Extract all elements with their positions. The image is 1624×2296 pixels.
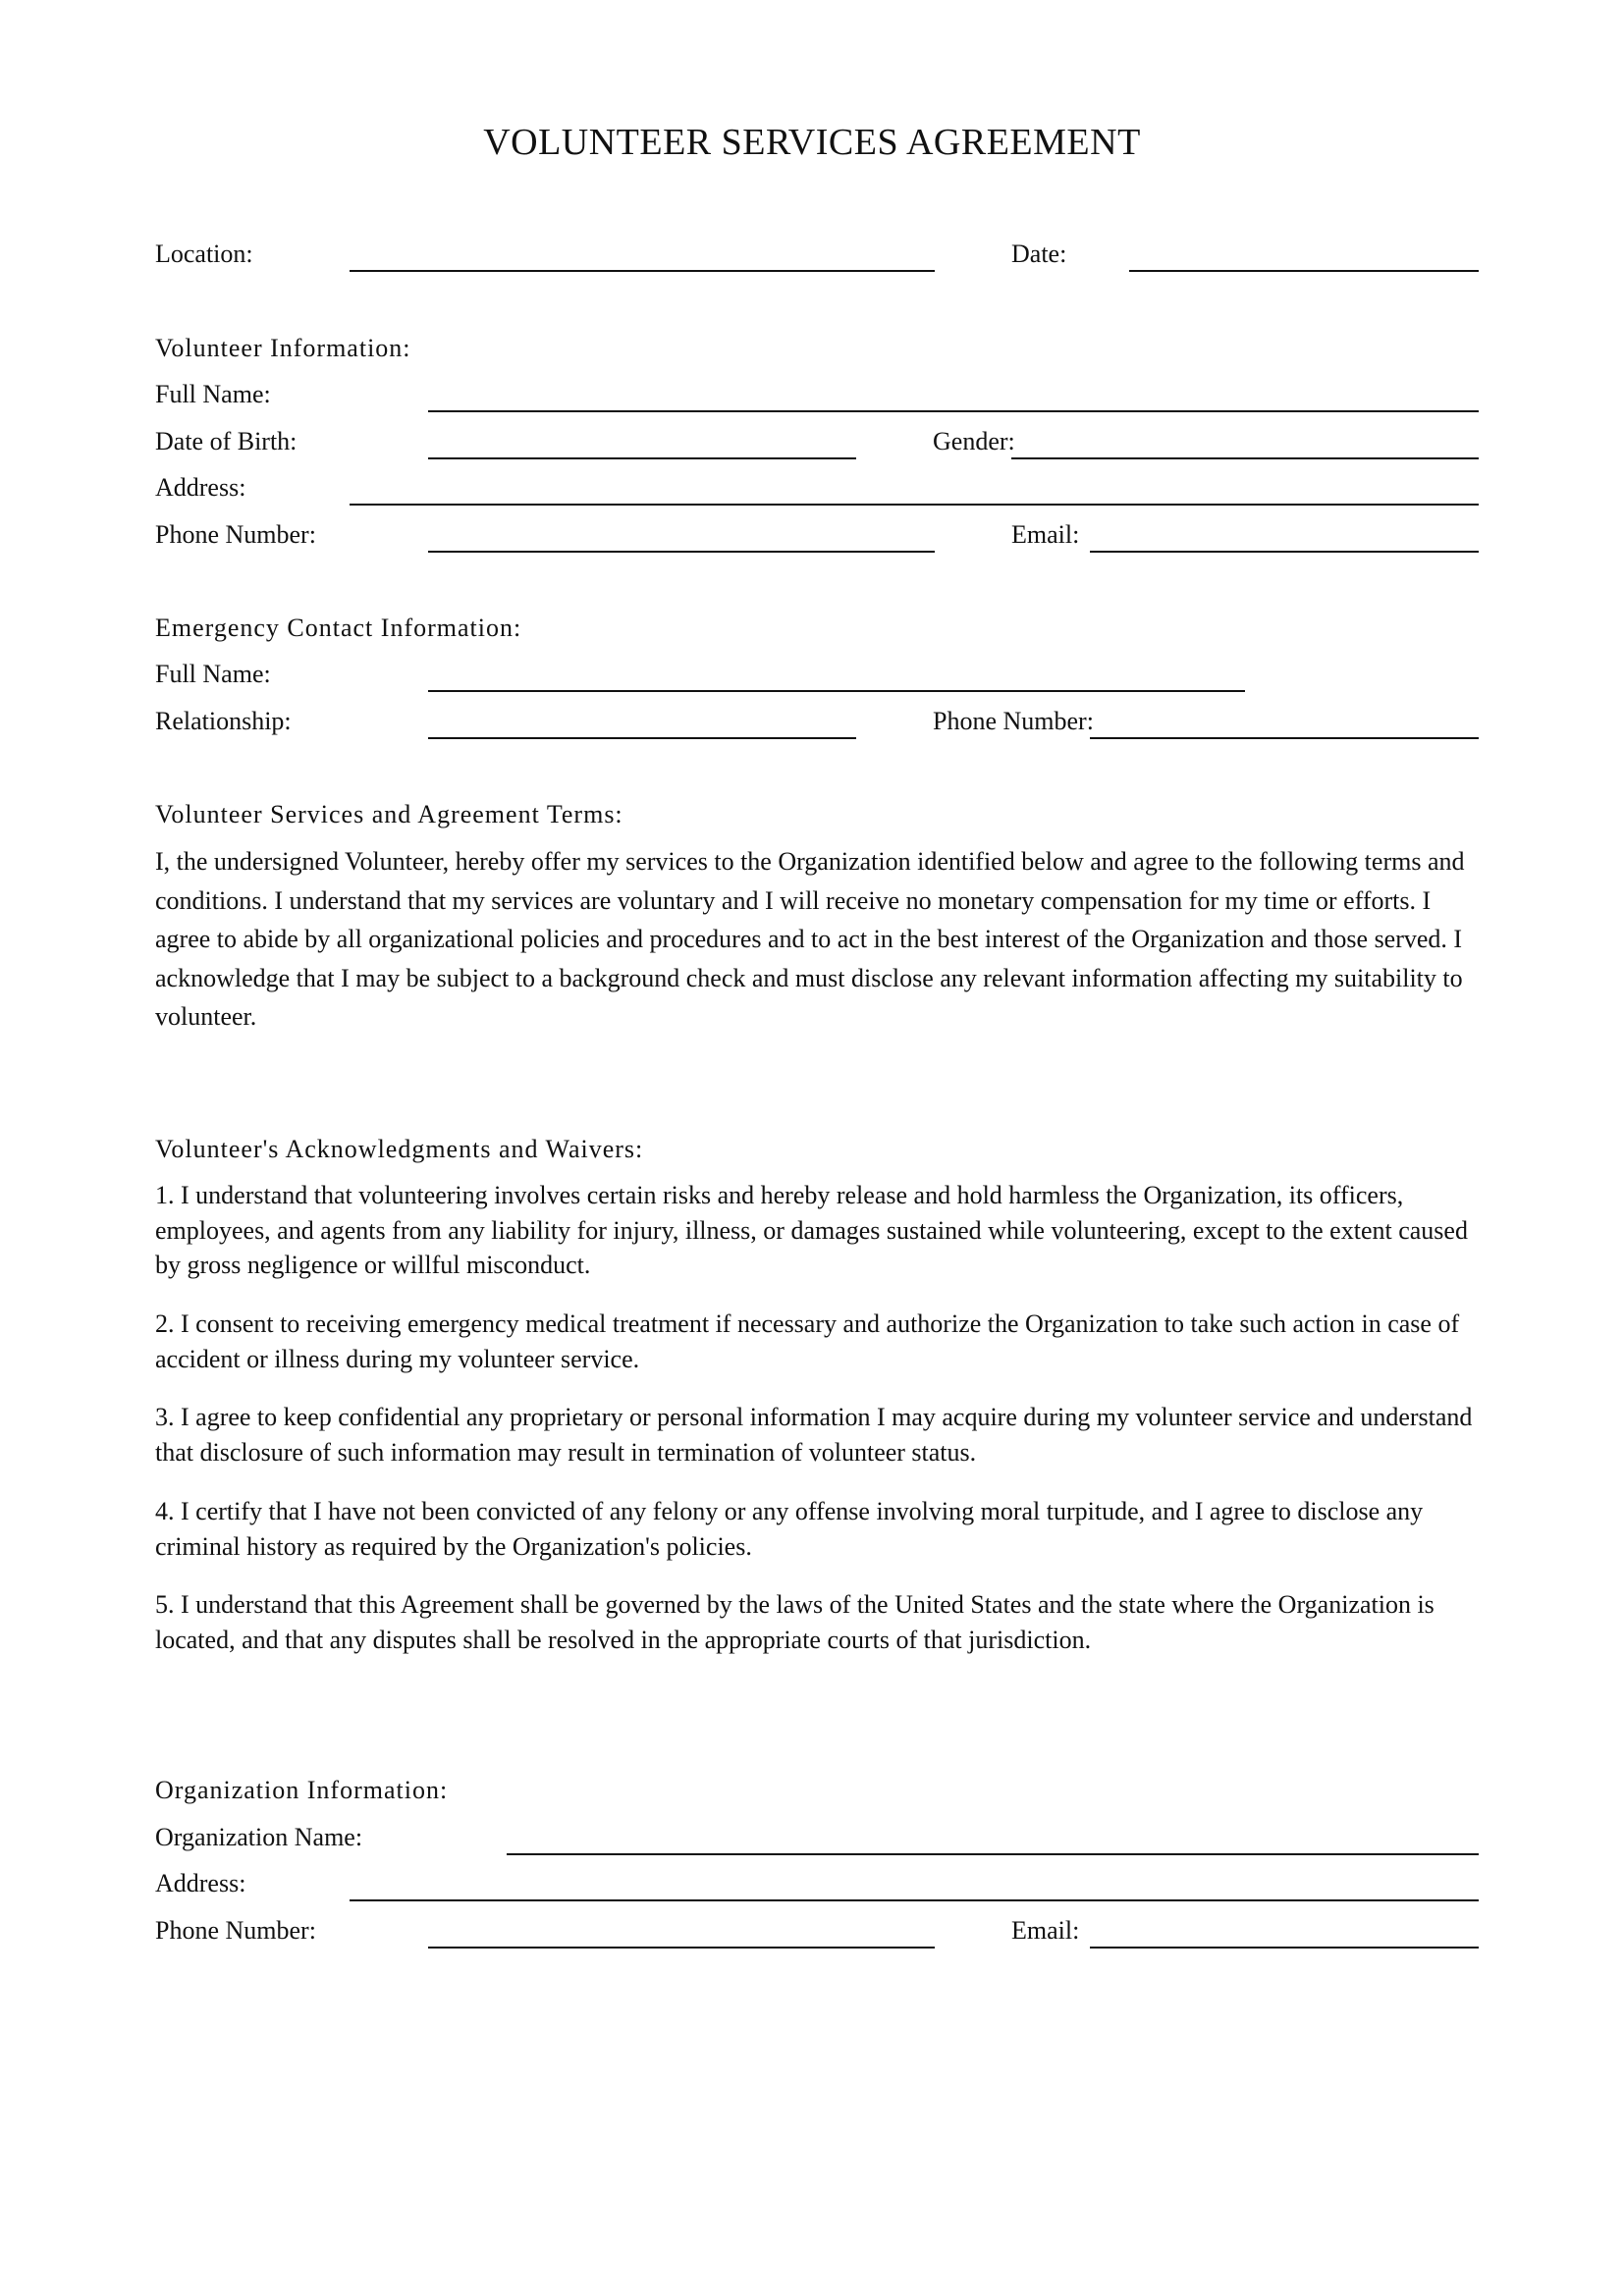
acknowledgment-item-3: 3. I agree to keep confidential any proprietary or personal information I may acquire during my volunteer service and understand that disclosure of such information may result in termination of volunteer status. <box>155 1403 1473 1467</box>
volunteer-phone-label: Phone Number: <box>155 520 316 549</box>
location-label: Location: <box>155 240 253 268</box>
organization-email-field[interactable] <box>1090 1947 1479 1949</box>
volunteer-email-field[interactable] <box>1090 551 1479 553</box>
volunteer-full-name-label: Full Name: <box>155 380 271 408</box>
volunteer-dob-field[interactable] <box>428 457 856 459</box>
acknowledgment-item-4: 4. I certify that I have not been convicted of any felony or any offense involving moral turpitude, and I agree to disclose any criminal history as required by the Organization's policies. <box>155 1497 1424 1561</box>
volunteer-full-name-field[interactable] <box>428 410 1479 412</box>
emergency-full-name-field[interactable] <box>428 690 1245 692</box>
date-field[interactable] <box>1129 270 1479 272</box>
volunteer-gender-label: Gender: <box>933 427 1015 455</box>
location-field[interactable] <box>350 270 935 272</box>
page-title: VOLUNTEER SERVICES AGREEMENT <box>483 122 1141 163</box>
organization-info-heading: Organization Information: <box>155 1776 449 1804</box>
organization-phone-field[interactable] <box>428 1947 935 1949</box>
emergency-full-name-label: Full Name: <box>155 660 271 688</box>
organization-address-field[interactable] <box>350 1899 1479 1901</box>
emergency-phone-field[interactable] <box>1090 737 1479 739</box>
terms-heading: Volunteer Services and Agreement Terms: <box>155 800 623 828</box>
organization-phone-label: Phone Number: <box>155 1916 316 1945</box>
acknowledgment-item-2: 2. I consent to receiving emergency medical treatment if necessary and authorize the Organization to take such action in case of accident or illness during my volunteer service. <box>155 1309 1460 1373</box>
organization-email-label: Email: <box>1011 1916 1080 1945</box>
acknowledgments-heading: Volunteer's Acknowledgments and Waivers: <box>155 1135 644 1163</box>
organization-name-field[interactable] <box>507 1853 1479 1855</box>
volunteer-address-field[interactable] <box>350 504 1479 506</box>
volunteer-dob-label: Date of Birth: <box>155 427 298 455</box>
acknowledgment-item-1: 1. I understand that volunteering involves certain risks and hereby release and hold harmless the Organization, its officers, employees, and agents from any liability for injury, illness, or damages sustained while volunteering, except to the extent caused by gross negligence or willful misconduct. <box>155 1181 1468 1279</box>
date-label: Date: <box>1011 240 1067 268</box>
organization-address-label: Address: <box>155 1869 246 1897</box>
emergency-contact-heading: Emergency Contact Information: <box>155 614 522 642</box>
organization-name-label: Organization Name: <box>155 1823 363 1851</box>
volunteer-gender-field[interactable] <box>1011 457 1479 459</box>
volunteer-info-heading: Volunteer Information: <box>155 334 411 362</box>
emergency-relationship-label: Relationship: <box>155 707 292 735</box>
terms-body: I, the undersigned Volunteer, hereby offer my services to the Organization identified below and agree to the following terms and conditions. I understand that my services are voluntary and I will receive no monetary compensation for my time or efforts. I agree to abide by all organizational policies and procedures and to act in the best interest of the Organization and those served. I acknowledge that I may be subject to a background check and must disclose any relevant information affecting my suitability to volunteer. <box>155 847 1465 1031</box>
volunteer-phone-field[interactable] <box>428 551 935 553</box>
volunteer-address-label: Address: <box>155 473 246 502</box>
acknowledgment-item-5: 5. I understand that this Agreement shall be governed by the laws of the United States and the state where the Organization is located, and that any disputes shall be resolved in the appropriate courts of that jurisdiction. <box>155 1590 1435 1654</box>
volunteer-email-label: Email: <box>1011 520 1080 549</box>
emergency-phone-label: Phone Number: <box>933 707 1094 735</box>
emergency-relationship-field[interactable] <box>428 737 856 739</box>
